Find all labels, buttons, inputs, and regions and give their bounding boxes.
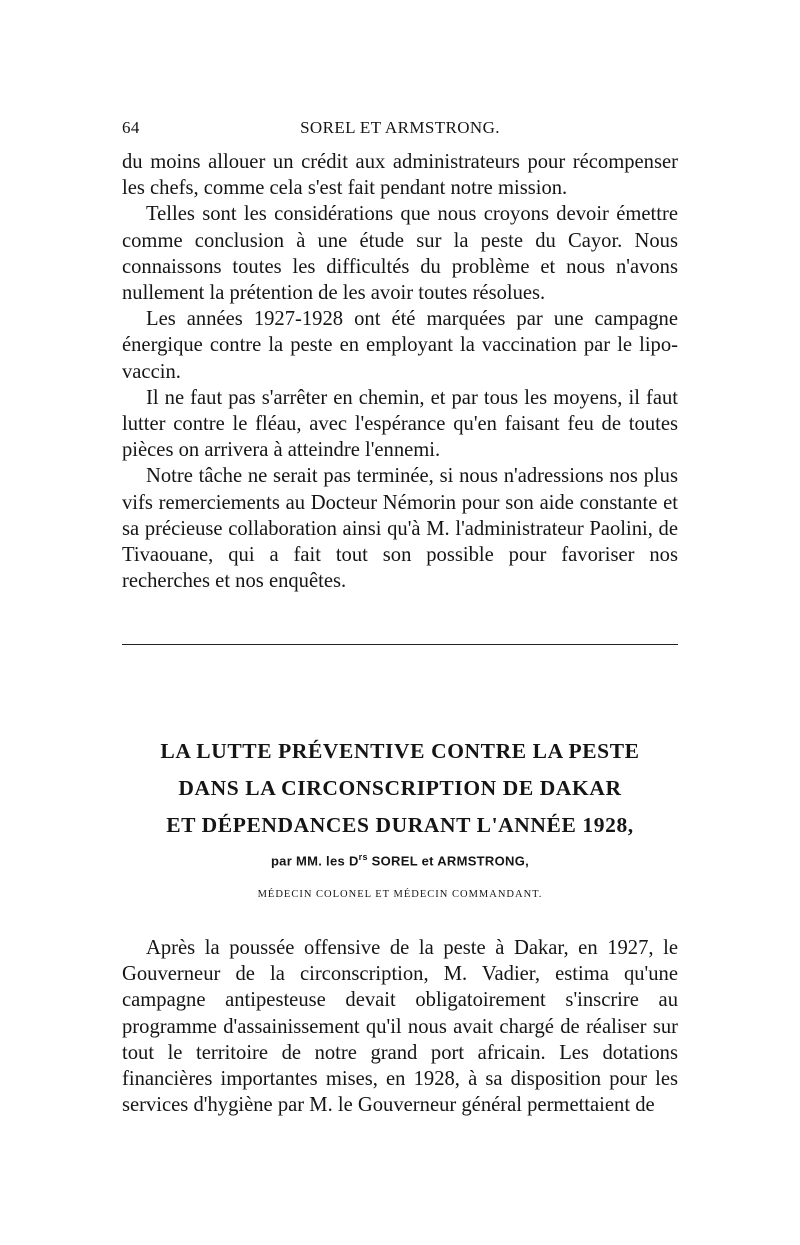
paragraph-conclusion: Telles sont les considérations que nous croyons devoir émettre comme conclusion à une étude sur la peste du Cayor. Nous connaissons toutes les difficultés du problème et nous n'avons nullement la prétention de les avoir toutes résolues. [122, 203, 678, 305]
paragraph-intro: Après la poussée offensive de la peste à Dakar, en 1927, le Gouverneur de la circonscription, M. Vadier, estima qu'une campagne antipesteuse devait obligatoirement s'inscrire au programme d'assainissement qu'il nous avait chargé de réaliser sur tout le territoire de notre grand port africain. Les dotations financières importantes mises, en 1928, à sa disposition pour les services d'hygiène par M. le Gouverneur général permettaient de [122, 937, 678, 1117]
article-title [122, 733, 678, 844]
byline-names: SOREL et ARMSTRONG, [367, 853, 530, 869]
paragraph-continued: du moins allouer un crédit aux administrateurs pour récompenser les chefs, comme cela s'est fait pendant notre mission. [122, 151, 678, 200]
running-title: SOREL ET ARMSTRONG. [300, 118, 500, 137]
article-body [122, 935, 678, 1118]
paragraph-campaign: Les années 1927-1928 ont été marquées par une campagne énergique contre la peste en employant la vaccination par le lipo-vaccin. [122, 308, 678, 383]
page-number: 64 [122, 118, 140, 137]
author-affiliation: MÉDECIN COLONEL ET MÉDECIN COMMANDANT. [257, 889, 543, 900]
byline-superscript: rs [358, 852, 368, 862]
byline-prefix: par MM. les D [270, 853, 359, 869]
paragraph-acknowledgements: Notre tâche ne serait pas terminée, si nous n'adressions nos plus vifs remerciements au Docteur Némorin pour son aide constante et sa précieuse collaboration ainsi qu'à M. l'administrateur Paolini, de Tivaouane, qui a fait tout son possible pour favoriser nos recherches et nos enquêtes. [122, 465, 678, 593]
title-line-3: ET DÉPENDANCES DURANT L'ANNÉE 1928, [166, 813, 634, 837]
section-divider [122, 644, 678, 645]
title-line-1: LA LUTTE PRÉVENTIVE CONTRE LA PESTE [160, 739, 640, 763]
byline [122, 852, 678, 868]
running-head [122, 118, 678, 140]
previous-article-text [122, 149, 678, 594]
paragraph-fight: Il ne faut pas s'arrêter en chemin, et par tous les moyens, il faut lutter contre le fléau, avec l'espérance qu'en faisant feu de toutes pièces on arrivera à atteindre l'ennemi. [122, 386, 678, 462]
title-line-2: DANS LA CIRCONSCRIPTION DE DAKAR [178, 776, 622, 800]
